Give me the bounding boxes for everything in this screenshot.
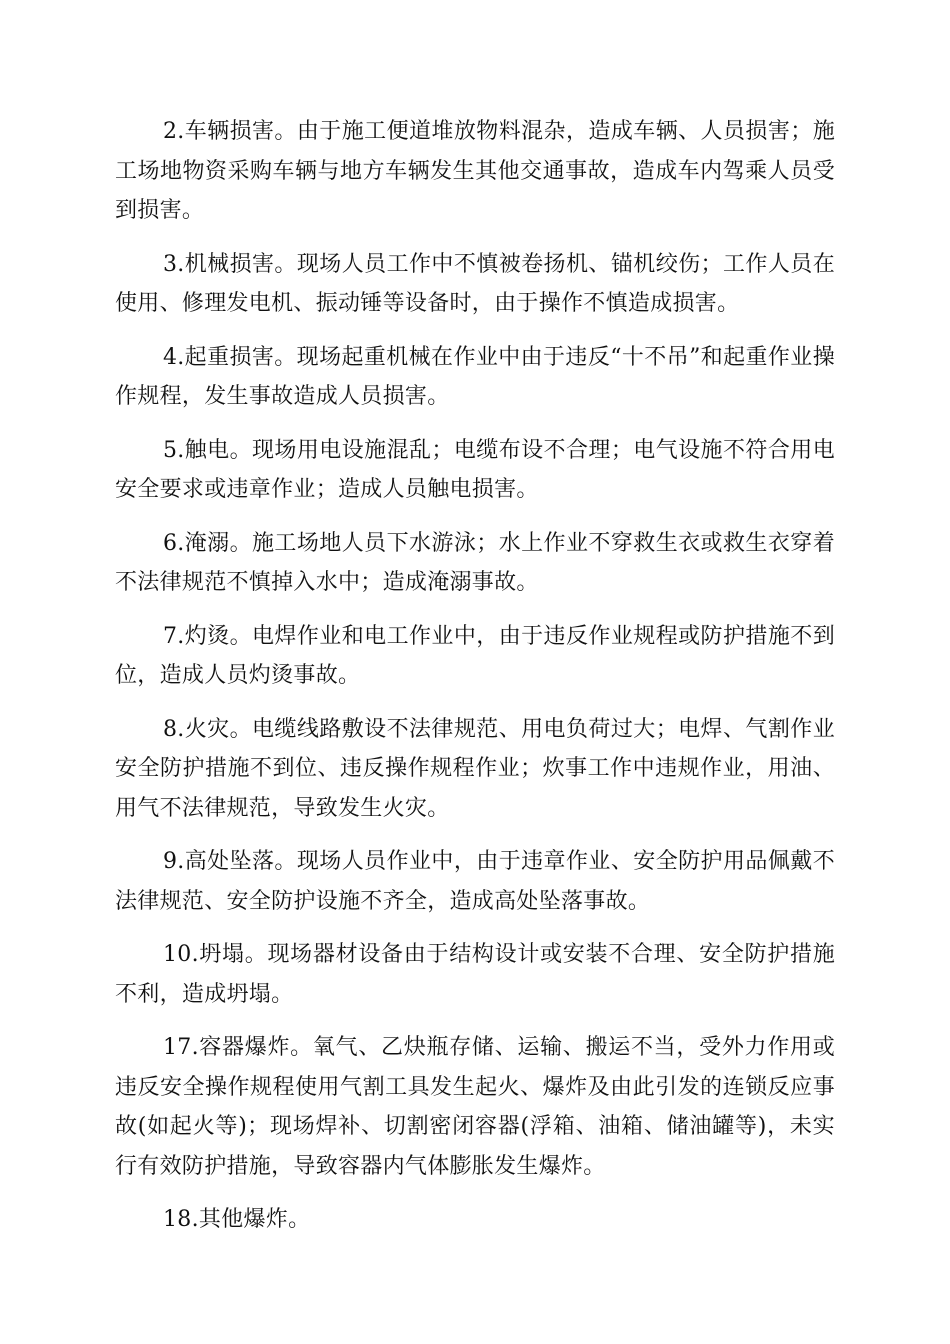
paragraph-fall-from-height: 9.高处坠落。现场人员作业中，由于违章作业、安全防护用品佩戴不法律规范、安全防护设施不齐全，造成高处坠落事故。 [115,849,835,914]
paragraph-vehicle-damage: 2.车辆损害。由于施工便道堆放物料混杂，造成车辆、人员损害；施工场地物资采购车辆与地方车辆发生其他交通事故，造成车内驾乘人员受到损害。 [115,119,835,223]
document-body [115,112,835,1254]
paragraph-vessel-explosion: 17.容器爆炸。氧气、乙炔瓶存储、运输、搬运不当，受外力作用或违反安全操作规程使用气割工具发生起火、爆炸及由此引发的连锁反应事故(如起火等)；现场焊补、切割密闭容器(浮箱、油箱、储油罐等)，未实行有效防护措施，导致容器内气体膨胀发生爆炸。 [115,1035,835,1179]
paragraph-electric-shock: 5.触电。现场用电设施混乱；电缆布设不合理；电气设施不符合用电安全要求或违章作业；造成人员触电损害。 [115,437,835,502]
paragraph-burns: 7.灼烫。电焊作业和电工作业中，由于违反作业规程或防护措施不到位，造成人员灼烫事故。 [115,623,835,688]
paragraph-collapse: 10.坍塌。现场器材设备由于结构设计或安装不合理、安全防护措施不利，造成坍塌。 [115,942,835,1007]
paragraph-lifting-damage: 4.起重损害。现场起重机械在作业中由于违反“十不吊”和起重作业操作规程，发生事故造成人员损害。 [115,344,835,409]
paragraph-mechanical-damage: 3.机械损害。现场人员工作中不慎被卷扬机、锚机绞伤；工作人员在使用、修理发电机、振动锤等设备时，由于操作不慎造成损害。 [115,251,835,316]
paragraph-drowning: 6.淹溺。施工场地人员下水游泳；水上作业不穿救生衣或救生衣穿着不法律规范不慎掉入水中；造成淹溺事故。 [115,530,835,595]
paragraph-other-explosion: 18.其他爆炸。 [163,1207,311,1232]
paragraph-fire: 8.火灾。电缆线路敷设不法律规范、用电负荷过大；电焊、气割作业安全防护措施不到位、违反操作规程作业；炊事工作中违规作业，用油、用气不法律规范，导致发生火灾。 [115,716,835,821]
